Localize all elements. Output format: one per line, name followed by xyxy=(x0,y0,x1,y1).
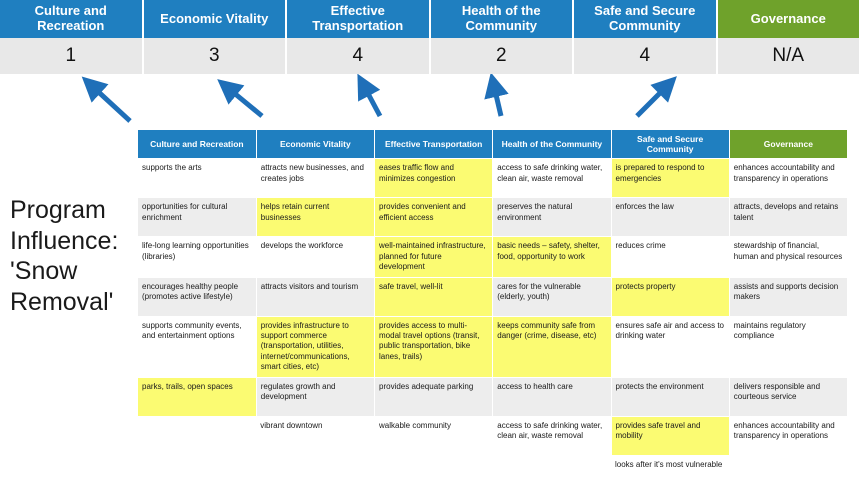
matrix-cell: preserves the natural environment xyxy=(493,198,611,237)
matrix-cell: opportunities for cultural enrichment xyxy=(138,198,256,237)
matrix-cell: regulates growth and development xyxy=(256,377,374,416)
matrix-cell: access to safe drinking water, clean air, waste removal xyxy=(493,416,611,455)
matrix-cell: looks after it's most vulnerable xyxy=(611,455,729,494)
score-health-of-the-community: 2 xyxy=(431,38,575,74)
arrow-safe-and-secure-community xyxy=(637,86,667,116)
matrix-cell: attracts visitors and tourism xyxy=(256,277,374,316)
matrix-body xyxy=(138,159,848,494)
score-governance: N/A xyxy=(718,38,859,74)
matrix-cell: provides adequate parking xyxy=(375,377,493,416)
matrix-cell: provides safe travel and mobility xyxy=(611,416,729,455)
matrix-cell: ensures safe air and access to drinking water xyxy=(611,316,729,377)
matrix-cell: protects property xyxy=(611,277,729,316)
outcomes-matrix-table xyxy=(138,130,848,495)
matrix-cell: access to safe drinking water, clean air, waste removal xyxy=(493,159,611,198)
matrix-cell: access to health care xyxy=(493,377,611,416)
score-effective-transportation: 4 xyxy=(287,38,431,74)
table-row xyxy=(138,416,848,455)
matrix-cell: eases traffic flow and minimizes congestion xyxy=(375,159,493,198)
matrix-cell: enforces the law xyxy=(611,198,729,237)
matrix-header-culture-and-recreation: Culture and Recreation xyxy=(138,130,256,159)
table-row xyxy=(138,455,848,494)
score-safe-and-secure-community: 4 xyxy=(574,38,718,74)
matrix-cell xyxy=(493,455,611,494)
header-cell-governance: Governance xyxy=(718,0,859,38)
matrix-cell: parks, trails, open spaces xyxy=(138,377,256,416)
matrix-cell: keeps community safe from danger (crime, disease, etc) xyxy=(493,316,611,377)
program-influence-label: Program Influence: 'Snow Removal' xyxy=(10,195,135,317)
matrix-cell: well-maintained infrastructure, planned for future development xyxy=(375,237,493,277)
matrix-cell: is prepared to respond to emergencies xyxy=(611,159,729,198)
matrix-cell: encourages healthy people (promotes active lifestyle) xyxy=(138,277,256,316)
matrix-header-economic-vitality: Economic Vitality xyxy=(256,130,374,159)
table-row xyxy=(138,277,848,316)
score-row xyxy=(0,38,859,74)
header-cell-effective-transportation: Effective Transportation xyxy=(287,0,431,38)
matrix-cell: cares for the vulnerable (elderly, youth) xyxy=(493,277,611,316)
table-row xyxy=(138,237,848,277)
matrix-cell: protects the environment xyxy=(611,377,729,416)
matrix-cell: assists and supports decision makers xyxy=(729,277,847,316)
header-cell-culture-and-recreation: Culture and Recreation xyxy=(0,0,144,38)
matrix-cell: enhances accountability and transparency in operations xyxy=(729,159,847,198)
arrow-effective-transportation xyxy=(364,86,380,116)
table-row xyxy=(138,316,848,377)
strategic-outcomes-header xyxy=(0,0,859,38)
matrix-cell: provides convenient and efficient access xyxy=(375,198,493,237)
matrix-header-health-of-the-community: Health of the Community xyxy=(493,130,611,159)
matrix-cell xyxy=(138,455,256,494)
matrix-cell: supports community events, and entertainment options xyxy=(138,316,256,377)
matrix-cell xyxy=(729,455,847,494)
arrow-culture-and-recreation xyxy=(92,86,130,121)
header-cell-health-of-the-community: Health of the Community xyxy=(431,0,575,38)
table-row xyxy=(138,377,848,416)
header-cell-economic-vitality: Economic Vitality xyxy=(144,0,288,38)
matrix-cell: maintains regulatory compliance xyxy=(729,316,847,377)
matrix-cell xyxy=(138,416,256,455)
matrix-header-governance: Governance xyxy=(729,130,847,159)
matrix-cell: enhances accountability and transparency in operations xyxy=(729,416,847,455)
matrix-header-effective-transportation: Effective Transportation xyxy=(375,130,493,159)
matrix-cell: attracts new businesses, and creates jobs xyxy=(256,159,374,198)
matrix-cell: walkable community xyxy=(375,416,493,455)
matrix-cell: helps retain current businesses xyxy=(256,198,374,237)
matrix-cell xyxy=(375,455,493,494)
matrix-cell: safe travel, well-lit xyxy=(375,277,493,316)
matrix-cell: delivers responsible and courteous service xyxy=(729,377,847,416)
matrix-cell: reduces crime xyxy=(611,237,729,277)
matrix-cell: vibrant downtown xyxy=(256,416,374,455)
matrix-cell xyxy=(256,455,374,494)
score-economic-vitality: 3 xyxy=(144,38,288,74)
matrix-header-row xyxy=(138,130,848,159)
matrix-cell: attracts, develops and retains talent xyxy=(729,198,847,237)
score-culture-and-recreation: 1 xyxy=(0,38,144,74)
header-cell-safe-and-secure-community: Safe and Secure Community xyxy=(574,0,718,38)
arrow-layer xyxy=(0,74,859,130)
matrix-cell: basic needs – safety, shelter, food, opportunity to work xyxy=(493,237,611,277)
matrix-cell: supports the arts xyxy=(138,159,256,198)
matrix-cell: stewardship of financial, human and physical resources xyxy=(729,237,847,277)
matrix-cell: provides access to multi-modal travel options (transit, public transportation, bike lanes, trails) xyxy=(375,316,493,377)
arrow-economic-vitality xyxy=(228,88,262,116)
arrow-health-of-the-community xyxy=(494,86,501,116)
table-row xyxy=(138,159,848,198)
matrix-cell: life-long learning opportunities (libraries) xyxy=(138,237,256,277)
matrix-cell: develops the workforce xyxy=(256,237,374,277)
matrix-cell: provides infrastructure to support commerce (transportation, utilities, internet/communications, smart cities, etc) xyxy=(256,316,374,377)
matrix-header-safe-and-secure-community: Safe and Secure Community xyxy=(611,130,729,159)
table-row xyxy=(138,198,848,237)
